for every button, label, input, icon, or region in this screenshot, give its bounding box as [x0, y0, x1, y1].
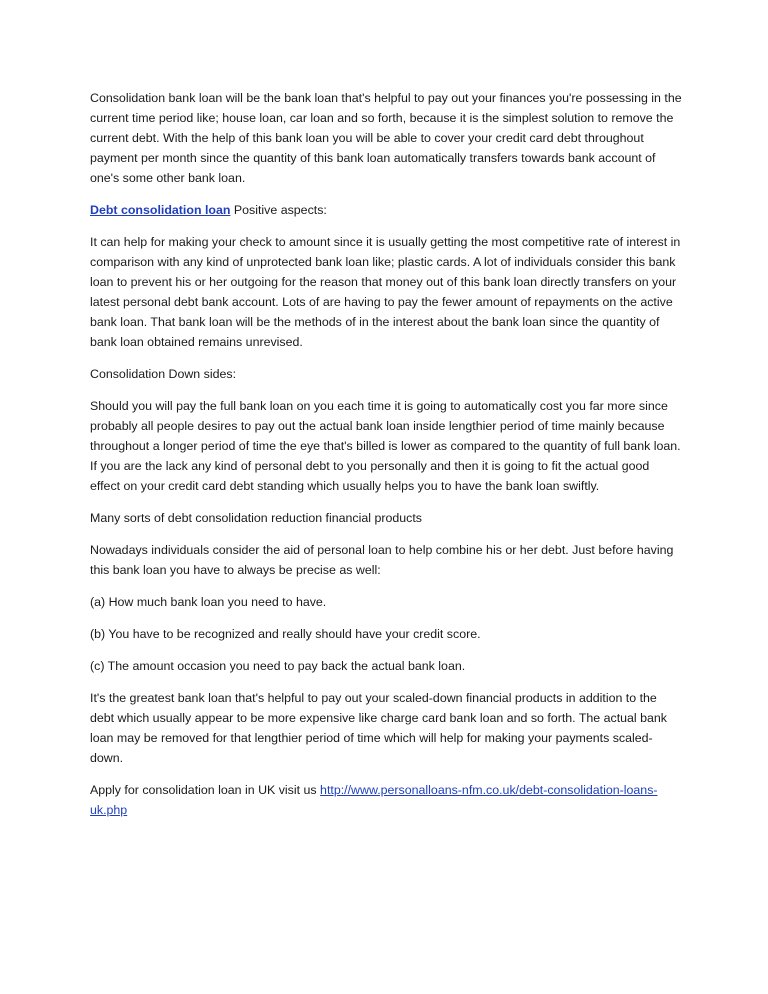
- list-item-a: (a) How much bank loan you need to have.: [90, 595, 327, 609]
- paragraph-summary: It's the greatest bank loan that's helpful to pay out your scaled-down financial products in addition to the debt which usually appear to be more expensive like charge card bank loan and so forth. The actual bank loan may be removed for that lengthier period of time which will help for making your payments scaled-down.: [90, 691, 667, 765]
- paragraph-downsides-body: Should you will pay the full bank loan on you each time it is going to automatically cost you far more since probably all people desires to pay out the actual bank loan inside lengthier period of time mainly because throughout a longer period of time the eye that's billed is lower as compared to the quantity of full bank loan. If you are the lack any kind of personal debt to you personally and then it is going to fit the actual good effect on your credit card debt standing which usually helps you to have the bank loan swiftly.: [90, 399, 681, 493]
- personal-loans-url-link[interactable]: http://www.personalloans-nfm.co.uk/debt-consolidation-loans-uk.php: [90, 783, 658, 817]
- positive-aspects-label: Positive aspects:: [230, 203, 327, 217]
- debt-consolidation-loan-link[interactable]: Debt consolidation loan: [90, 203, 231, 217]
- paragraph-positive-body: It can help for making your check to amount since it is usually getting the most competitive rate of interest in comparison with any kind of unprotected bank loan like; plastic cards. A lot of individuals consider this bank loan to prevent his or her outgoing for the reason that money out of this bank loan directly transfers on your latest personal debt bank account. Lots of are having to pay the fewer amount of repayments on the active bank loan. That bank loan will be the methods of in the interest about the bank loan since the quantity of bank loan obtained remains unrevised.: [90, 235, 681, 349]
- paragraph-products-intro: Nowadays individuals consider the aid of personal loan to help combine his or her debt. Just before having this bank loan you have to always be precise as well:: [90, 543, 674, 577]
- paragraph-positive-heading: [90, 200, 682, 220]
- paragraph-products-heading: Many sorts of debt consolidation reduction financial products: [90, 511, 422, 525]
- paragraph-downsides-heading: Consolidation Down sides:: [90, 367, 237, 381]
- apply-text: Apply for consolidation loan in UK visit us: [90, 783, 321, 797]
- paragraph-intro: Consolidation bank loan will be the bank loan that's helpful to pay out your finances you're possessing in the current time period like; house loan, car loan and so forth, because it is the simplest solution to remove the current debt. With the help of this bank loan you will be able to cover your credit card debt throughout payment per month since the quantity of this bank loan automatically transfers towards bank account of one's some other bank loan.: [90, 91, 682, 185]
- list-item-c: (c) The amount occasion you need to pay back the actual bank loan.: [90, 659, 466, 673]
- list-item-b: (b) You have to be recognized and really should have your credit score.: [90, 627, 481, 641]
- document-body: [90, 88, 682, 832]
- paragraph-apply: [90, 780, 682, 820]
